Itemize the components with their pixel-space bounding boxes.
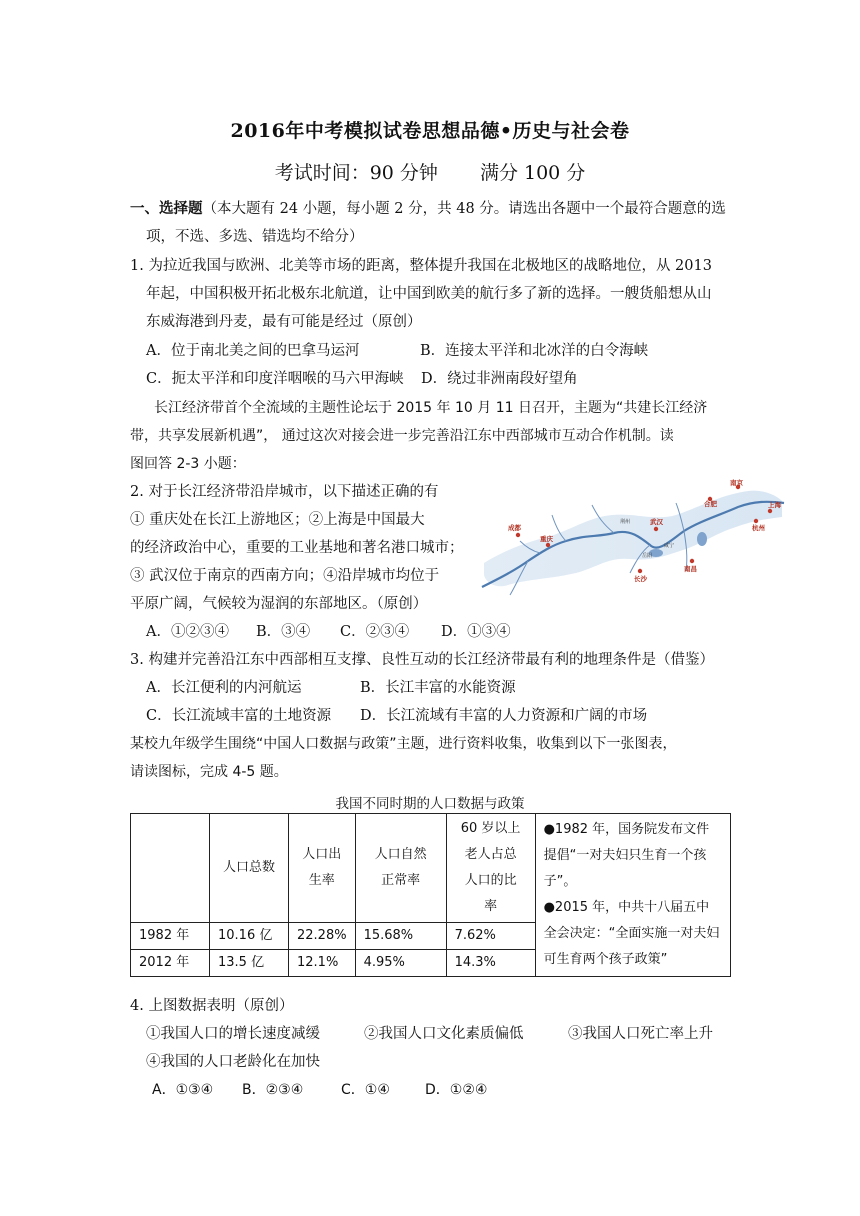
city-label-chongqing: 重庆 (540, 535, 553, 543)
q2-stem-line1: 2. 对于长江经济带沿岸城市，以下描述正确的有 (130, 484, 439, 500)
q2-option-b: B．③④ (256, 624, 311, 640)
table-header-elderly-ratio (446, 814, 535, 923)
table-caption: 我国不同时期的人口数据与政策 (335, 796, 525, 812)
city-label-nanchang: 南昌 (684, 565, 697, 573)
exam-subtitle (0, 158, 860, 185)
material1-line1: 长江经济带首个全流域的主题性论坛于 2015 年 10 月 11 日召开，主题为“共建长江经济 (154, 400, 708, 416)
header-text: 人口自然 (374, 847, 427, 862)
section-description: （本大题有 24 小题，每小题 2 分，共 48 分。请选出各题中一个最符合题意的选 (202, 201, 726, 217)
q2-stem-line5: 平原广阔，气候较为湿润的东部地区。（原创） (130, 596, 428, 612)
basin-shading (484, 491, 782, 587)
q3-option-d: D．长江流域有丰富的人力资源和广阔的市场 (360, 708, 648, 724)
cell-birth: 22.28% (289, 923, 356, 950)
policy-2015: ●2015 年，中共十八届五中全会决定：“全面实施一对夫妇可生育两个孩子政策” (543, 900, 720, 967)
q1-stem-line1: 1. 为拉近我国与欧洲、北美等市场的距离，整体提升我国在北极地区的战略地位，从 2013 (130, 258, 712, 274)
city-dot-chongqing (546, 543, 550, 547)
header-text: 老人占总 (464, 847, 517, 862)
q4-stem: 4. 上图数据表明（原创） (130, 998, 294, 1014)
q2-stem-line4: ③ 武汉位于南京的西南方向；④沿岸城市均位于 (130, 568, 440, 584)
table-header-empty (131, 814, 210, 923)
material2-line1: 某校九年级学生围绕“中国人口数据与政策”主题，进行资料收集，收集到以下一张图表， (130, 736, 677, 752)
q2-option-c: C．②③④ (340, 624, 410, 640)
city-label-wuhan: 武汉 (650, 518, 663, 526)
city-label-shanghai: 上海 (768, 501, 781, 509)
material2-line2: 请读图标，完成 4-5 题。 (130, 764, 288, 780)
q4-statement-3: ③我国人口死亡率上升 (568, 1026, 713, 1042)
city-label-xianning: 咸宁 (664, 543, 675, 549)
section-description-cont: 项，不选、多选、错选均不给分） (146, 229, 364, 245)
city-label-yueyang: 岳阳 (642, 553, 653, 559)
table-header-birth-rate (289, 814, 356, 923)
q4-statement-2: ②我国人口文化素质偏低 (364, 1026, 524, 1042)
city-dot-hangzhou (754, 519, 758, 523)
cell-year: 1982 年 (131, 923, 210, 950)
exam-time: 考试时间：90 分钟 (274, 162, 438, 184)
q4-option-c: C．①④ (341, 1082, 390, 1098)
table-header-natural-rate (355, 814, 446, 923)
table-header-row (131, 814, 731, 923)
cell-elderly: 14.3% (446, 950, 535, 977)
header-text: 人口出 (302, 847, 342, 862)
header-text: 率 (484, 899, 498, 914)
exam-title: 2016年中考模拟试卷思想品德•历史与社会卷 (230, 120, 630, 142)
q1-stem-line2: 年起，中国积极开拓北极东北航道，让中国到欧美的航行多了新的选择。一艘货船想从山 (146, 286, 712, 302)
q4-statement-1: ①我国人口的增长速度减缓 (146, 1026, 320, 1042)
q1-option-c: C．扼太平洋和印度洋咽喉的马六甲海峡 (146, 371, 404, 387)
q1-option-a: A．位于南北美之间的巴拿马运河 (146, 343, 360, 359)
q4-option-a: A．①③④ (152, 1082, 214, 1098)
policy-notes (535, 814, 730, 977)
section-heading (130, 199, 726, 219)
policy-1982: ●1982 年，国务院发布文件提倡“一对夫妇只生育一个孩子”。 (543, 822, 710, 889)
exam-full-score: 满分 100 分 (479, 162, 586, 184)
q3-option-c: C．长江流域丰富的土地资源 (146, 708, 332, 724)
cell-natural: 15.68% (355, 923, 446, 950)
yangtze-river-map (480, 475, 786, 607)
material1-line2: 带，共享发展新机遇”， 通过这次对接会进一步完善沿江东中西部城市互动合作机制。读 (130, 428, 674, 444)
q2-option-d: D．①③④ (441, 624, 511, 640)
cell-year: 2012 年 (131, 950, 210, 977)
q4-statement-4: ④我国的人口老龄化在加快 (146, 1054, 320, 1070)
cell-birth: 12.1% (289, 950, 356, 977)
material1-line3: 图回答 2-3 小题： (130, 456, 246, 472)
header-text: 正常率 (381, 873, 421, 888)
city-label-chengdu: 成都 (508, 524, 521, 532)
city-dot-shanghai (768, 509, 772, 513)
q1-option-b: B．连接太平洋和北冰洋的白令海峡 (420, 343, 649, 359)
city-label-jingzhou: 荆州 (620, 519, 631, 525)
city-dot-wuhan (654, 527, 658, 531)
city-dot-changsha (638, 569, 642, 573)
city-label-changsha: 长沙 (634, 575, 647, 583)
header-text: 60 岁以上 (460, 821, 521, 836)
q1-option-d: D．绕过非洲南段好望角 (421, 371, 578, 387)
city-label-hefei: 合肥 (704, 500, 717, 508)
cell-natural: 4.95% (355, 950, 446, 977)
cell-elderly: 7.62% (446, 923, 535, 950)
city-label-hangzhou: 杭州 (752, 524, 765, 532)
q2-option-a: A．①②③④ (146, 624, 229, 640)
section-title: 一、选择题 (130, 200, 203, 217)
city-label-nanjing: 南京 (730, 479, 743, 487)
q4-option-b: B．②③④ (242, 1082, 304, 1098)
city-dot-nanchang (690, 559, 694, 563)
population-table (130, 813, 731, 977)
q2-stem-line2: ① 重庆处在长江上游地区；②上海是中国最大 (130, 512, 425, 528)
q4-option-d: D．①②④ (425, 1082, 488, 1098)
q3-option-b: B．长江丰富的水能资源 (360, 680, 516, 696)
poyang-lake (697, 532, 707, 546)
header-text: 人口的比 (464, 873, 517, 888)
q3-option-a: A．长江便利的内河航运 (146, 680, 302, 696)
table-header-total: 人口总数 (210, 814, 289, 923)
cell-total: 13.5 亿 (210, 950, 289, 977)
q1-stem-line3: 东威海港到丹麦，最有可能是经过（原创） (146, 314, 422, 330)
q3-stem: 3. 构建并完善沿江东中西部相互支撑、良性互动的长江经济带最有利的地理条件是（借鉴） (130, 652, 714, 668)
header-text: 生率 (308, 873, 335, 888)
cell-total: 10.16 亿 (210, 923, 289, 950)
city-dot-chengdu (516, 533, 520, 537)
q2-stem-line3: 的经济政治中心，重要的工业基地和著名港口城市； (130, 540, 464, 556)
